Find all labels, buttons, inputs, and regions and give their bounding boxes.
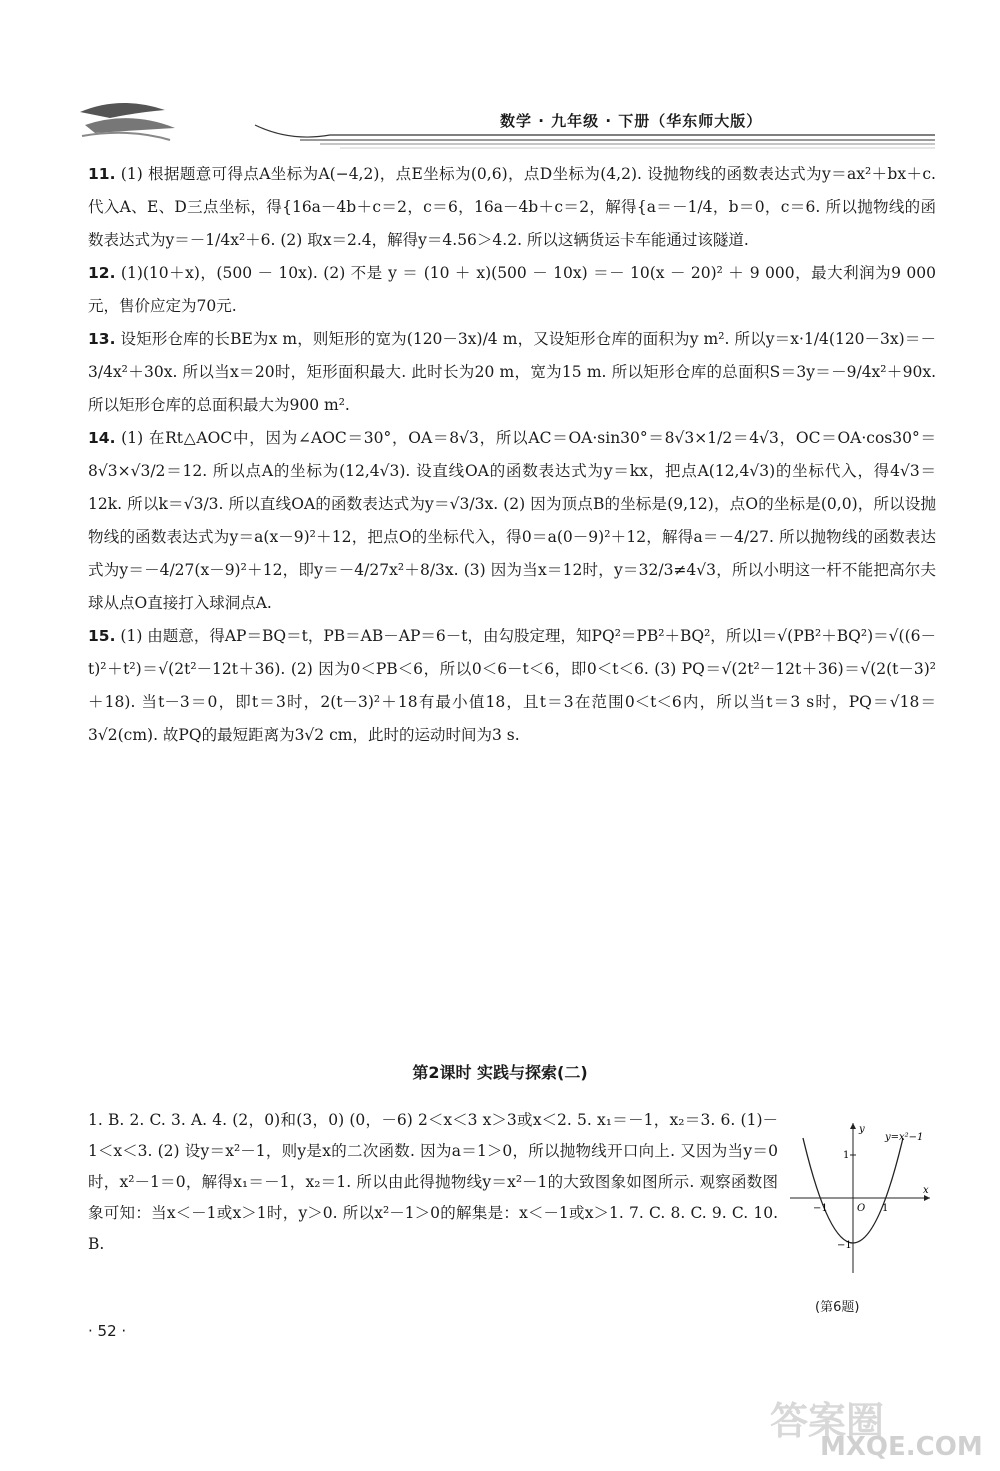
x-tick-neg1: −1 [813, 1203, 828, 1214]
answer-15: 15. (1) 由题意，得AP＝BQ＝t，PB＝AB－AP＝6－t，由勾股定理，知PQ²＝PB²＋BQ²，所以l＝√(PB²＋BQ²)＝√((6－t)²＋t²)＝√(2t²－12t＋36). (2) 因为0＜PB＜6，所以0＜6－t＜6，即0＜t＜6. (3) PQ＝√(2t²－12t＋36)＝√(2(t－3)²＋18). 当t－3＝0，即t＝3时，2(t－3)²＋18有最小值18，且t＝3在范围0＜t＜6内，所以当t＝3 s时，PQ＝√18＝3√2(cm). 故PQ的最短距离为3√2 cm，此时的运动时间为3 s. [88, 627, 936, 744]
page-header [0, 0, 1000, 150]
curve-label: y=x²−1 [885, 1132, 924, 1143]
watermark-logo: 答案圈 [770, 1399, 885, 1443]
figure-caption: (第6题) [815, 1300, 860, 1315]
parabola-graph [785, 1118, 935, 1278]
x-axis-label: x [923, 1185, 929, 1196]
x-tick-1: 1 [882, 1203, 889, 1214]
answer-content [88, 158, 936, 752]
page-number: · 52 · [88, 1322, 127, 1340]
y-tick-neg1: −1 [837, 1240, 852, 1251]
y-axis-label: y [859, 1124, 865, 1135]
answer-14: 14. (1) 在Rt△AOC中，因为∠AOC＝30°，OA＝8√3，所以AC＝OA·sin30°＝8√3×1/2＝4√3，OC＝OA·cos30°＝8√3×√3/2＝12. 所以点A的坐标为(12,4√3). 设直线OA的函数表达式为y＝kx，把点A(12,4√3)的坐标代入，得4√3＝12k. 所以k＝√3/3. 所以直线OA的函数表达式为y＝√3/3x. (2) 因为顶点B的坐标是(9,12)，点O的坐标是(0,0)，所以设抛物线的函数表达式为y＝a(x－9)²＋12，把点O的坐标代入，得0＝a(0－9)²＋12，解得a＝－4/27. 所以抛物线的函数表达式为y＝－4/27(x－9)²＋12，即y＝－4/27x²＋8/3x. (3) 因为当x＝12时，y＝32/3≠4√3，所以小明这一杆不能把高尔夫球从点O直接打入球洞点A. [88, 429, 936, 612]
answer-12: 12. (1)(10＋x)，(500 － 10x). (2) 不是 y ＝ (10 ＋ x)(500 － 10x) ＝－ 10(x － 20)² ＋ 9 000，最大利润为9 000元，售价应定为70元. [88, 264, 936, 315]
origin-label: O [857, 1203, 866, 1214]
short-answers-text: 1. B. 2. C. 3. A. 4. (2，0)和(3，0) (0，－6) 2＜x＜3 x＞3或x＜2. 5. x₁＝－1，x₂＝3. 6. (1)－1＜x＜3. (2) 设y＝x²－1，则y是x的二次函数. 因为a＝1＞0，所以抛物线开口向上. 又因为当y＝0时，x²－1＝0，解得x₁＝－1，x₂＝1. 所以由此得抛物线y＝x²－1的大致图象如图所示. 观察函数图象可知：当x＜－1或x＞1时，y＞0. 所以x²－1＞0的解集是：x＜－1或x＞1. 7. C. 8. C. 9. C. 10. B. [88, 1111, 778, 1253]
watermark-url: MXQE.COM [820, 1432, 983, 1462]
answer-13: 13. 设矩形仓库的长BE为x m，则矩形的宽为(120－3x)/4 m，又设矩形仓库的面积为y m². 所以y＝x·1/4(120－3x)＝－3/4x²＋30x. 所以当x＝20时，矩形面积最大. 此时长为20 m，宽为15 m. 所以矩形仓库的总面积S＝3y＝－9/4x²＋90x. 所以矩形仓库的总面积最大为900 m². [88, 330, 936, 414]
section-heading: 第2课时 实践与探索(二) [412, 1063, 588, 1082]
y-tick-1: 1 [843, 1150, 850, 1161]
answer-11: 11. (1) 根据题意可得点A坐标为A(−4,2)，点E坐标为(0,6)，点D坐标为(4,2). 设抛物线的函数表达式为y＝ax²＋bx＋c. 代入A、E、D三点坐标，得{16a－4b＋c＝2，c＝6，16a－4b＋c＝2，解得{a＝－1/4，b＝0，c＝6. 所以抛物线的函数表达式为y＝－1/4x²＋6. (2) 取x＝2.4，解得y＝4.56＞4.2. 所以这辆货运卡车能通过该隧道. [88, 165, 936, 249]
book-title: 数学 · 九年级 · 下册（华东师大版） [500, 112, 763, 130]
short-answers [88, 1105, 778, 1260]
